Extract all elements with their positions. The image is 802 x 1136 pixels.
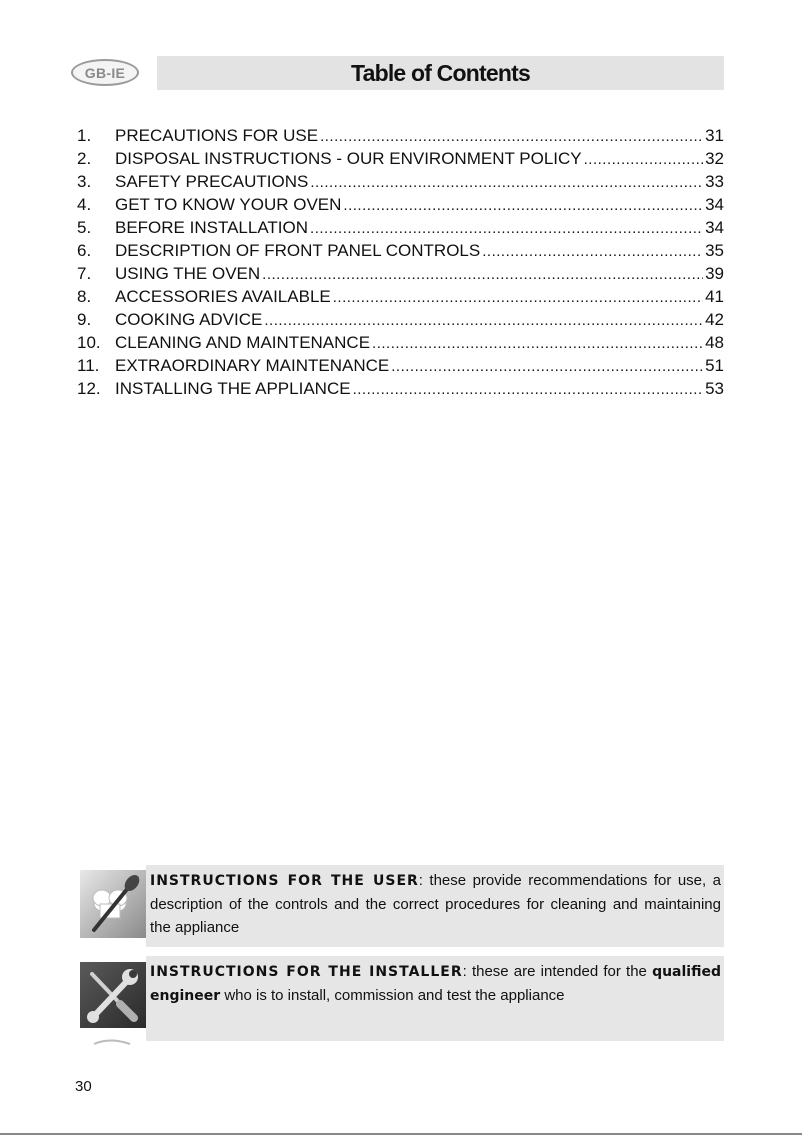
toc-entry[interactable] — [77, 285, 724, 308]
toc-entry[interactable] — [77, 170, 724, 193]
table-of-contents — [77, 124, 724, 400]
toc-entry[interactable] — [77, 377, 724, 400]
toc-page-number: 33 — [705, 172, 724, 191]
dot-leader — [482, 240, 703, 263]
toc-page-number: 31 — [705, 126, 724, 145]
toc-title: COOKING ADVICE — [115, 310, 263, 329]
toc-number: 4. — [77, 195, 92, 214]
dot-leader — [310, 171, 703, 194]
toc-page-number: 41 — [705, 287, 724, 306]
toc-number: 9. — [77, 310, 92, 329]
toc-title: USING THE OVEN — [115, 264, 261, 283]
toc-page-number: 53 — [705, 379, 724, 398]
toc-number: 3. — [77, 172, 92, 191]
toc-number: 7. — [77, 264, 92, 283]
toc-entry[interactable] — [77, 216, 724, 239]
dot-leader — [262, 263, 703, 286]
page-number: 30 — [75, 1078, 92, 1095]
installer-instructions-text — [146, 956, 724, 1041]
toc-page-number: 34 — [705, 218, 724, 237]
toc-page-number: 51 — [705, 356, 724, 375]
dot-leader — [320, 125, 703, 148]
toc-title: GET TO KNOW YOUR OVEN — [115, 195, 342, 214]
toc-entry[interactable] — [77, 239, 724, 262]
toc-number: 1. — [77, 126, 92, 145]
toc-title: DESCRIPTION OF FRONT PANEL CONTROLS — [115, 241, 481, 260]
user-instructions-body: : these provide recommendations for use, a description of the controls and the correct procedures for cleaning and maintaining the appliance — [150, 872, 721, 936]
toc-page-number: 34 — [705, 195, 724, 214]
toc-page-number: 35 — [705, 241, 724, 260]
toc-entry[interactable] — [77, 308, 724, 331]
toc-title: BEFORE INSTALLATION — [115, 218, 309, 237]
toc-number: 5. — [77, 218, 92, 237]
toc-number: 2. — [77, 149, 92, 168]
wrench-screwdriver-icon — [80, 956, 146, 1041]
user-instructions-heading: INSTRUCTIONS FOR THE USER — [150, 873, 419, 889]
installer-instructions-box — [80, 956, 724, 1041]
user-instructions-box — [80, 865, 724, 947]
bottom-rule — [0, 1133, 802, 1135]
toc-entry[interactable] — [77, 193, 724, 216]
qualified-engineer-emphasis: qualified engineer — [150, 964, 721, 1004]
toc-title: INSTALLING THE APPLIANCE — [115, 379, 351, 398]
dot-leader — [353, 378, 704, 401]
toc-entry[interactable] — [77, 354, 724, 377]
toc-number: 6. — [77, 241, 92, 260]
dot-leader — [343, 194, 703, 217]
dot-leader — [372, 332, 703, 355]
dot-leader — [264, 309, 703, 332]
toc-title: SAFETY PRECAUTIONS — [115, 172, 309, 191]
toc-number: 10. — [77, 333, 101, 352]
toc-entry[interactable] — [77, 262, 724, 285]
chef-spoon-icon — [80, 865, 146, 947]
toc-page-number: 39 — [705, 264, 724, 283]
dot-leader — [333, 286, 703, 309]
toc-title: PRECAUTIONS FOR USE — [115, 126, 319, 145]
title-bar — [157, 56, 724, 90]
toc-title: DISPOSAL INSTRUCTIONS - OUR ENVIRONMENT POLICY — [115, 149, 582, 168]
toc-page-number: 42 — [705, 310, 724, 329]
dot-leader — [584, 148, 703, 171]
dot-leader — [310, 217, 703, 240]
toc-title: CLEANING AND MAINTENANCE — [115, 333, 371, 352]
toc-title: ACCESSORIES AVAILABLE — [115, 287, 331, 306]
toc-entry[interactable] — [77, 124, 724, 147]
installer-instructions-heading: INSTRUCTIONS FOR THE INSTALLER — [150, 964, 463, 980]
toc-number: 8. — [77, 287, 92, 306]
toc-entry[interactable] — [77, 147, 724, 170]
page-title: Table of Contents — [351, 59, 530, 86]
installer-instructions-body: : these are intended for the — [462, 963, 653, 980]
installer-instructions-body-end: who is to install, commission and test the appliance — [220, 987, 565, 1004]
toc-number: 11. — [77, 356, 100, 375]
toc-entry[interactable] — [77, 331, 724, 354]
toc-number: 12. — [77, 379, 101, 398]
user-instructions-text — [146, 865, 724, 947]
toc-page-number: 48 — [705, 333, 724, 352]
language-badge: GB-IE — [71, 59, 139, 86]
dot-leader — [391, 355, 703, 378]
toc-page-number: 32 — [705, 149, 724, 168]
toc-title: EXTRAORDINARY MAINTENANCE — [115, 356, 390, 375]
